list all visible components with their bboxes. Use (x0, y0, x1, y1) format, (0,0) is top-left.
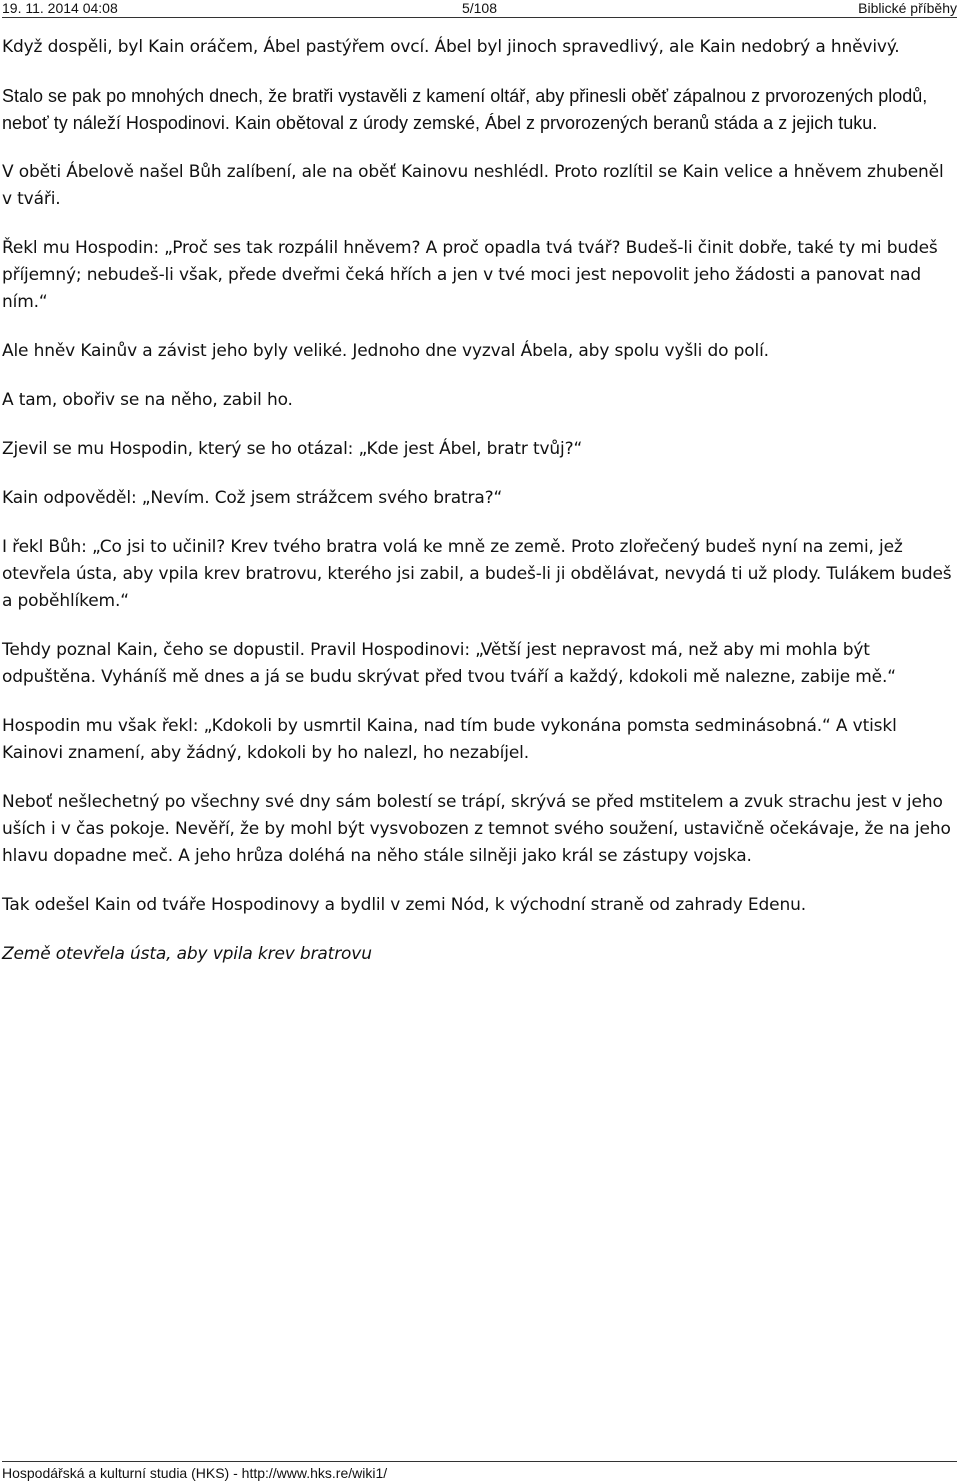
paragraph: Tehdy poznal Kain, čeho se dopustil. Pravil Hospodinovi: „Větší jest nepravost má, než aby mi mohla být odpuštěna. Vyháníš mě dnes a já se budu skrývat před tvou tváří a každý, kdokoli mě nalezne, zabije mě.“ (2, 640, 896, 687)
paragraph: Když dospěli, byl Kain oráčem, Ábel pastýřem ovcí. Ábel byl jinoch spravedlivý, ale Kain nedobrý a hněvivý. (2, 37, 900, 57)
paragraph: V oběti Ábelově našel Bůh zalíbení, ale na oběť Kainovu neshlédl. Proto rozlítil se Kain velice a hněvem zhubeněl v tváři. (2, 162, 944, 209)
paragraph: I řekl Bůh: „Co jsi to učinil? Krev tvého bratra volá ke mně ze země. Proto zlořečený budeš nyní na zemi, jež otevřela ústa, aby vpila krev bratrovu, kterého jsi zabil, a budeš-li ji obdělávat, nevydá ti už plody. Tulákem budeš a poběhlíkem.“ (2, 537, 952, 611)
paragraph: Řekl mu Hospodin: „Proč ses tak rozpálil hněvem? A proč opadla tvá tvář? Budeš-li činit dobře, také ty mi budeš příjemný; nebudeš-li však, přede dveřmi čeká hřích a jen v tvé moci jest nepovolit jeho žádosti a panovat nad ním.“ (2, 238, 938, 312)
document-title: Biblické příběhy (858, 0, 957, 16)
page-header (2, 0, 957, 18)
image-caption: Země otevřela ústa, aby vpila krev bratrovu (2, 944, 372, 964)
paragraph: A tam, obořiv se na něho, zabil ho. (2, 390, 293, 410)
print-datetime: 19. 11. 2014 04:08 (2, 0, 118, 16)
paragraph: Kain odpověděl: „Nevím. Což jsem strážcem svého bratra?“ (2, 488, 503, 508)
paragraph: Neboť nešlechetný po všechny své dny sám bolestí se trápí, skrývá se před mstitelem a zvuk strachu jest v jeho uších i v čas pokoje. Nevěří, že by mohl být vysvobozen z temnot svého soužení, ustavičně očekávaje, že na jeho hlavu dopadne meč. A jeho hrůza doléhá na něho stále silněji jako král se zástupy vojska. (2, 792, 951, 866)
paragraph: Zjevil se mu Hospodin, který se ho otázal: „Kde jest Ábel, bratr tvůj?“ (2, 439, 583, 459)
paragraph: Stalo se pak po mnohých dnech, že bratři vystavěli z kamení oltář, aby přinesli oběť zápalnou z prvorozených plodů, neboť ty náleží Hospodinovi. Kain obětoval z úrody zemské, Ábel z prvorozených beranů stáda a z jejich tuku. (2, 86, 928, 133)
article-body (2, 34, 958, 990)
paragraph: Ale hněv Kainův a závist jeho byly veliké. Jednoho dne vyzval Ábela, aby spolu vyšli do polí. (2, 341, 769, 361)
page-number: 5/108 (461, 0, 498, 16)
paragraph: Tak odešel Kain od tváře Hospodinovy a bydlil v zemi Nód, k východní straně od zahrady Edenu. (2, 895, 806, 915)
page-footer (2, 1461, 957, 1482)
paragraph: Hospodin mu však řekl: „Kdokoli by usmrtil Kaina, nad tím bude vykonána pomsta sedminásobná.“ A vtiskl Kainovi znamení, aby žádný, kdokoli by ho nalezl, ho nezabíjel. (2, 716, 897, 763)
footer-source: Hospodářská a kulturní studia (HKS) - http://www.hks.re/wiki1/ (2, 1465, 388, 1481)
